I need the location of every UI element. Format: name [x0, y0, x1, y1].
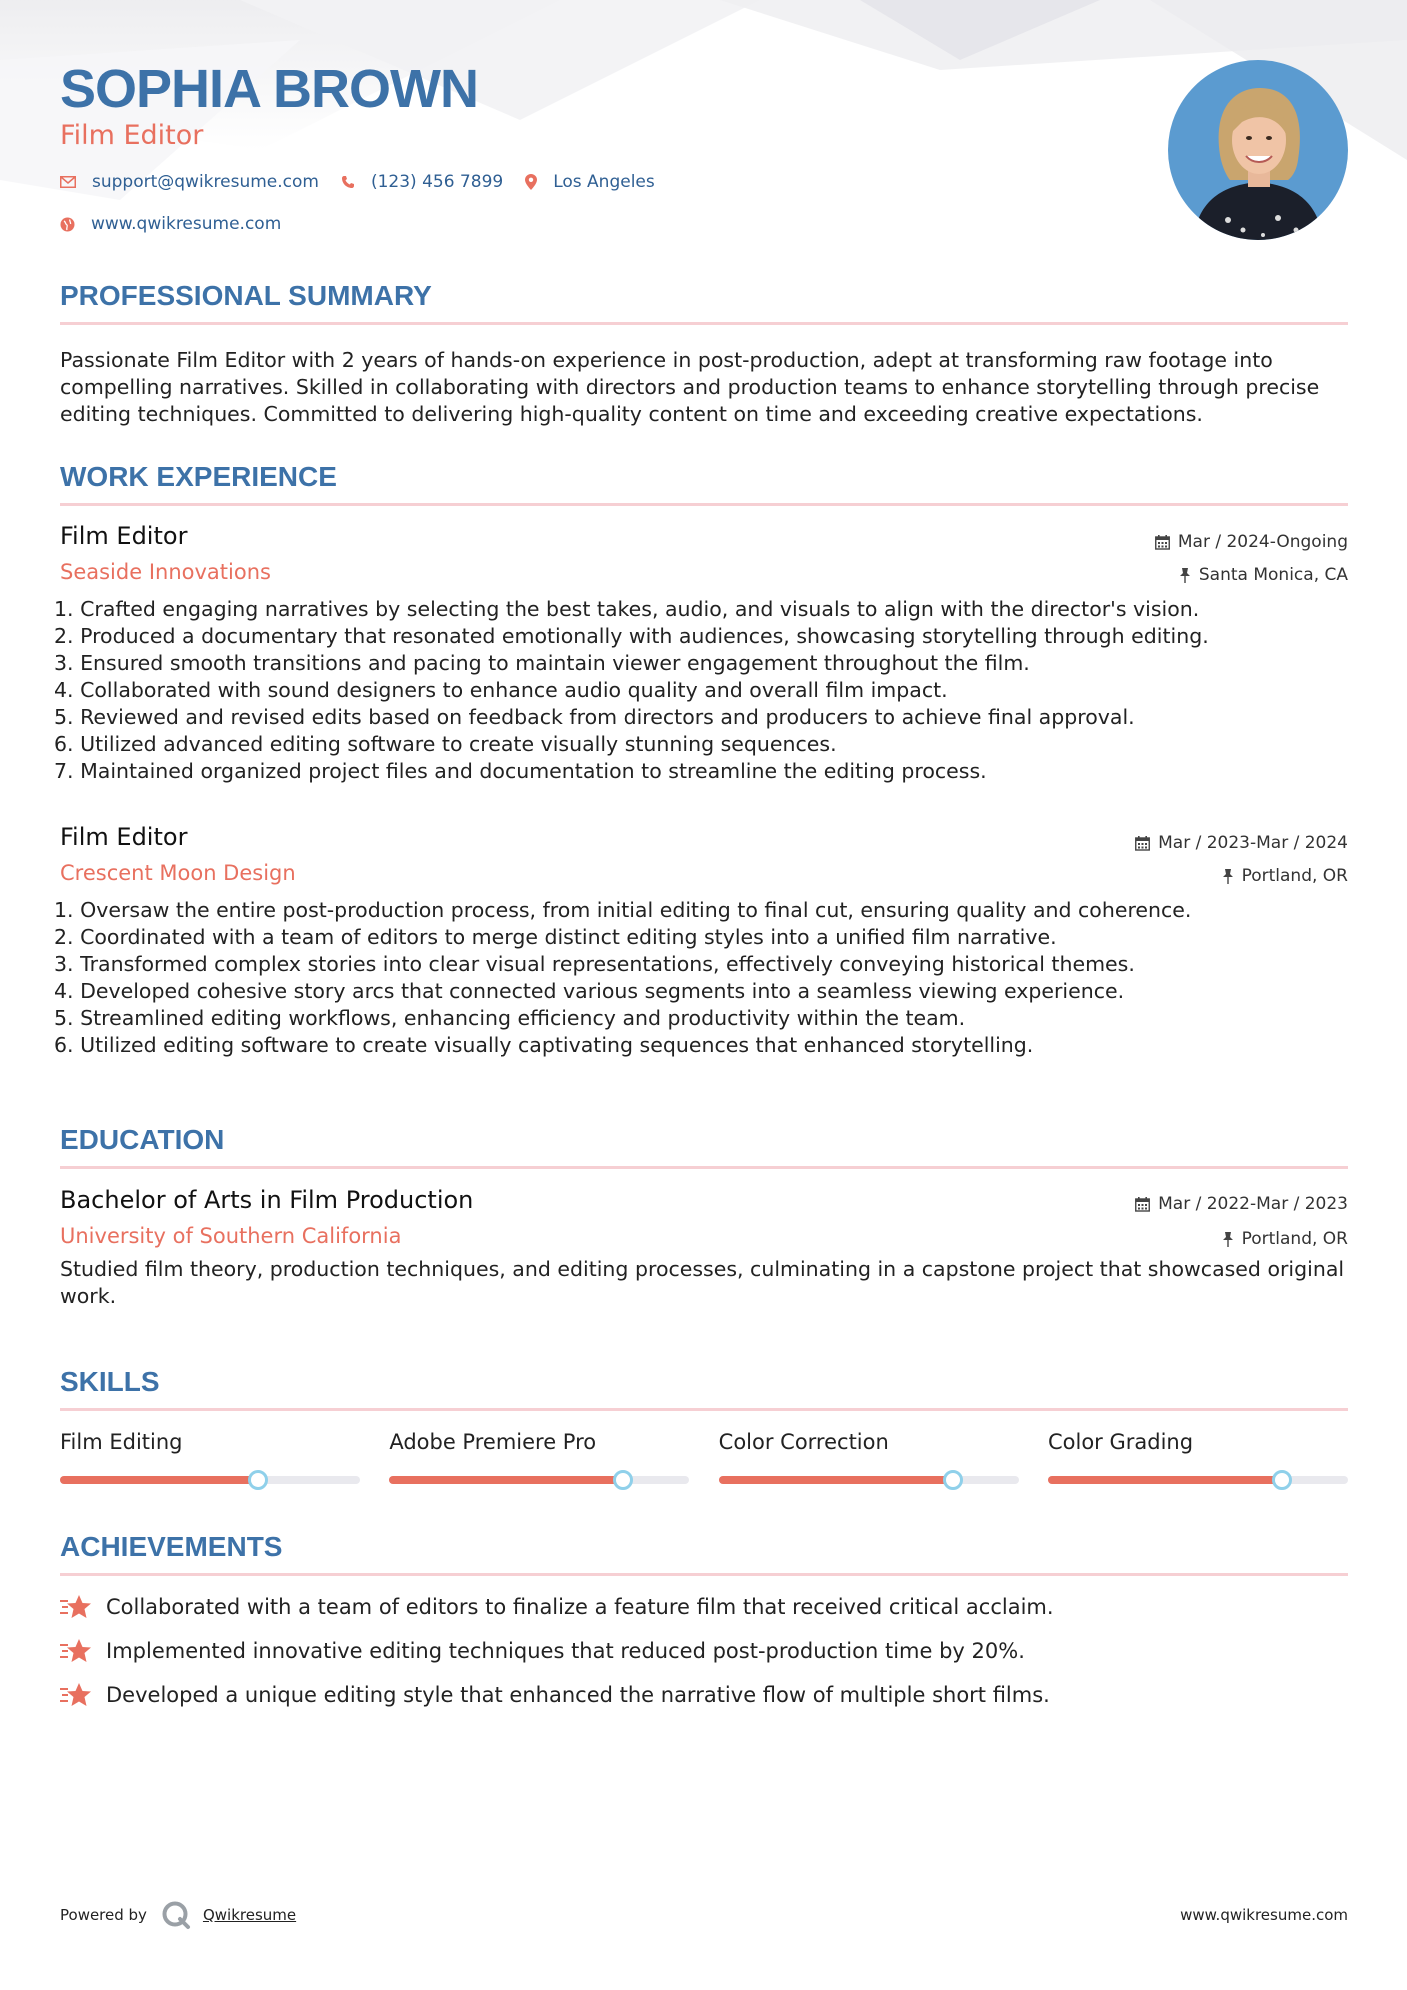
qwikresume-logo-icon: [161, 1900, 191, 1930]
education-entry: [60, 1186, 1348, 1310]
school-name: University of Southern California: [60, 1224, 402, 1248]
job-entry: [54, 823, 1348, 1059]
list-item: 4. Developed cohesive story arcs that connected various segments into a seamless viewing experience.: [54, 979, 1125, 1003]
job-company: Seaside Innovations: [60, 560, 271, 584]
calendar-icon: [1155, 535, 1170, 550]
pushpin-icon: [1179, 568, 1191, 583]
skill-bar: [60, 1476, 360, 1484]
qwikresume-link[interactable]: Qwikresume: [202, 1906, 297, 1924]
achievements-section: [60, 1531, 1348, 1708]
experience-heading: WORK EXPERIENCE: [60, 461, 337, 492]
achievement-text: Developed a unique editing style that enhanced the narrative flow of multiple short films.: [106, 1683, 1050, 1707]
location-text: Los Angeles: [553, 172, 655, 192]
map-pin-icon: [525, 174, 537, 190]
globe-icon: [60, 217, 75, 232]
education-divider: [60, 1166, 1348, 1169]
star-icon: [60, 1682, 92, 1708]
degree-title: Bachelor of Arts in Film Production: [60, 1186, 474, 1214]
list-item: 6. Utilized advanced editing software to create visually stunning sequences.: [54, 732, 837, 756]
list-item: 1. Oversaw the entire post-production process, from initial editing to final cut, ensuring quality and coherence.: [54, 898, 1192, 922]
job-title: Film Editor: [60, 823, 188, 851]
skill-bar: [1048, 1476, 1348, 1484]
job-title: Film Editor: [60, 522, 188, 550]
education-section: [60, 1124, 1348, 1169]
contact-email[interactable]: [60, 172, 319, 192]
pushpin-icon: [1222, 869, 1234, 884]
contact-phone[interactable]: [341, 172, 503, 192]
education-description: Studied film theory, production techniques, and editing processes, culminating in a capstone project that showcased original work.: [60, 1257, 1345, 1308]
education-location: [1222, 1229, 1348, 1249]
achievement-text: Implemented innovative editing techniques that reduced post-production time by 20%.: [106, 1639, 1025, 1663]
candidate-name: SOPHIA BROWN: [60, 59, 478, 119]
job-entry: [54, 522, 1348, 785]
list-item: 1. Crafted engaging narratives by selecting the best takes, audio, and visuals to align with the director's vision.: [54, 597, 1200, 621]
skill-bar: [719, 1476, 1019, 1484]
summary-section: [60, 280, 1348, 428]
contact-location: [525, 172, 655, 192]
job-location-text: Santa Monica, CA: [1198, 565, 1348, 585]
star-icon: [60, 1638, 92, 1664]
contact-website[interactable]: [60, 214, 281, 234]
skills-divider: [60, 1408, 1348, 1411]
candidate-title: Film Editor: [60, 120, 204, 151]
job-dates-text: Mar / 2024-Ongoing: [1177, 532, 1348, 552]
education-heading: EDUCATION: [60, 1124, 225, 1155]
phone-icon: [341, 175, 355, 189]
powered-by: [60, 1900, 296, 1930]
achievement-item: [60, 1682, 1348, 1708]
skill-bar: [389, 1476, 689, 1484]
list-item: 5. Reviewed and revised edits based on feedback from directors and producers to achieve final approval.: [54, 705, 1135, 729]
skill-bar-knob: [248, 1470, 268, 1490]
pushpin-icon: [1222, 1232, 1234, 1247]
powered-by-label: Powered by: [60, 1906, 147, 1924]
job-location: [1179, 565, 1348, 585]
contact-row: [60, 172, 677, 192]
job-dates: [1135, 833, 1348, 853]
skill-bar-fill: [60, 1476, 258, 1484]
summary-heading: PROFESSIONAL SUMMARY: [60, 280, 432, 311]
education-dates: [1135, 1194, 1348, 1214]
skill-bar-knob: [613, 1470, 633, 1490]
list-item: 2. Coordinated with a team of editors to merge distinct editing styles into a unified film narrative.: [54, 925, 1057, 949]
skill-item: [389, 1430, 689, 1484]
skill-item: [60, 1430, 360, 1484]
list-item: 3. Transformed complex stories into clear visual representations, effectively conveying historical themes.: [54, 952, 1135, 976]
list-item: 4. Collaborated with sound designers to enhance audio quality and overall film impact.: [54, 678, 948, 702]
envelope-icon: [60, 176, 76, 188]
job-bullets: [54, 596, 1348, 785]
footer: [60, 1900, 1348, 1930]
education-location-text: Portland, OR: [1241, 1229, 1348, 1249]
skill-bar-fill: [719, 1476, 953, 1484]
email-text: support@qwikresume.com: [92, 172, 319, 192]
skill-name: Color Grading: [1047, 1430, 1194, 1454]
job-location-text: Portland, OR: [1241, 866, 1348, 886]
skill-bar-knob: [1272, 1470, 1292, 1490]
skills-section: [60, 1366, 1348, 1411]
skill-name: Adobe Premiere Pro: [389, 1430, 597, 1454]
job-location: [1222, 866, 1348, 886]
skill-bar-fill: [1048, 1476, 1282, 1484]
summary-divider: [60, 322, 1348, 325]
skill-name: Film Editing: [60, 1430, 183, 1454]
experience-divider: [60, 503, 1348, 506]
skill-bar-knob: [943, 1470, 963, 1490]
achievement-item: [60, 1594, 1348, 1620]
achievement-text: Collaborated with a team of editors to finalize a feature film that received critical acclaim.: [106, 1595, 1054, 1619]
achievements-heading: ACHIEVEMENTS: [60, 1531, 283, 1562]
list-item: 5. Streamlined editing workflows, enhancing efficiency and productivity within the team.: [54, 1006, 966, 1030]
list-item: 3. Ensured smooth transitions and pacing to maintain viewer engagement throughout the film.: [54, 651, 1030, 675]
achievement-item: [60, 1638, 1348, 1664]
star-icon: [60, 1594, 92, 1620]
profile-photo: [1168, 60, 1348, 240]
skills-list: [60, 1430, 1348, 1484]
calendar-icon: [1135, 836, 1150, 851]
job-dates-text: Mar / 2023-Mar / 2024: [1158, 833, 1348, 853]
phone-text: (123) 456 7899: [370, 172, 504, 192]
skill-item: [719, 1430, 1019, 1484]
skill-item: [1048, 1430, 1348, 1484]
list-item: 2. Produced a documentary that resonated emotionally with audiences, showcasing storytelling through editing.: [54, 624, 1209, 648]
skill-bar-fill: [389, 1476, 623, 1484]
education-dates-text: Mar / 2022-Mar / 2023: [1158, 1194, 1348, 1214]
list-item: 6. Utilized editing software to create visually captivating sequences that enhanced storytelling.: [54, 1033, 1034, 1057]
job-bullets: [54, 897, 1348, 1059]
list-item: 7. Maintained organized project files and documentation to streamline the editing process.: [54, 759, 987, 783]
job-company: Crescent Moon Design: [60, 861, 296, 885]
website-row: [60, 214, 303, 234]
skills-heading: SKILLS: [60, 1366, 160, 1397]
calendar-icon: [1135, 1197, 1150, 1212]
website-text: www.qwikresume.com: [91, 214, 282, 234]
footer-website-link[interactable]: www.qwikresume.com: [1180, 1906, 1348, 1924]
experience-section: [60, 461, 1348, 506]
skill-name: Color Correction: [718, 1430, 889, 1454]
job-dates: [1155, 532, 1348, 552]
summary-text: Passionate Film Editor with 2 years of hands-on experience in post-production, adept at transforming raw footage into compelling narratives. Skilled in collaborating with directors and production teams to enhance storytelling through precise editing techniques. Committed to delivering high-quality content on time and exceeding creative expectations.: [60, 348, 1320, 426]
achievements-divider: [60, 1573, 1348, 1576]
